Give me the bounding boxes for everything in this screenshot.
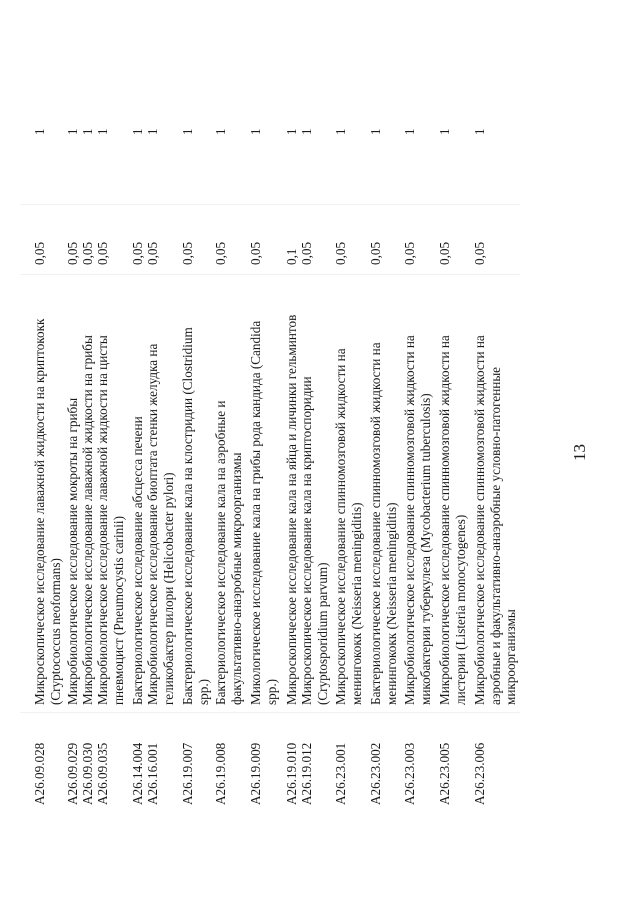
service-code: А26.09.030	[80, 742, 95, 805]
service-name-line: Бактериологическое исследование кала на аэробные и	[213, 400, 228, 705]
multiplicity-value: 1	[368, 128, 383, 135]
multiplicity-value: 1	[284, 128, 299, 135]
multiplicity-value: 1	[402, 128, 417, 135]
service-code: А26.23.006	[472, 742, 487, 805]
service-name-line: Микробиологическое исследование биоптата стенки желудка на	[145, 343, 160, 705]
service-name-line: менингококк (Neisseria meningiditis)	[383, 502, 399, 705]
service-name-line: Микробиологическое исследование спинномозговой жидкости на	[437, 335, 452, 705]
service-name-line: Микроскопическое исследование лаважной жидкости на криптококк	[32, 318, 47, 705]
service-name-line: Микробиологическое исследование спинномозговой жидкости на	[472, 335, 487, 705]
service-name-line: пневмоцист (Pneumocystis carinii)	[110, 516, 126, 705]
service-name	[368, 280, 399, 705]
service-code: А26.19.007	[180, 742, 195, 805]
service-name-line: Бактериологическое исследование спинномозговой жидкости на	[368, 342, 383, 705]
frequency-value: 0,05	[65, 241, 80, 265]
service-name-line: Микроскопическое исследование кала на криптоспоридии	[299, 376, 314, 705]
service-code: А26.19.008	[213, 742, 228, 805]
multiplicity-value: 1	[299, 128, 314, 135]
service-name-line: микобактерии туберкулеза (Mycobacterium tuberculosis)	[417, 393, 433, 705]
service-name-line: аэробные и факультативно-анаэробные условно-патогенные	[487, 366, 503, 705]
multiplicity-value: 1	[180, 128, 195, 135]
service-code: А26.19.009	[248, 742, 263, 805]
multiplicity-value: 1	[95, 128, 110, 135]
frequency-value: 0,05	[368, 241, 383, 265]
service-code: А26.19.010	[284, 742, 299, 805]
service-name	[32, 280, 63, 705]
page-number: 13	[570, 444, 589, 461]
service-name	[333, 280, 364, 705]
service-name	[213, 280, 244, 705]
service-name	[248, 280, 279, 705]
service-code: А26.09.028	[32, 742, 47, 805]
service-name-line: геликобактер пилори (Helicobacter pylori)	[160, 472, 176, 705]
service-code: А26.09.035	[95, 742, 110, 805]
service-code: А26.23.002	[368, 742, 383, 805]
service-name-line: Микроскопическое исследование спинномозговой жидкости на	[333, 348, 348, 705]
rule-right	[20, 204, 520, 205]
multiplicity-value: 1	[333, 128, 348, 135]
frequency-value: 0,05	[130, 241, 145, 265]
service-name-line: Микробиологическое исследование лаважной жидкости на цисты	[95, 335, 110, 705]
service-code: А26.19.012	[299, 742, 314, 805]
rule-left	[20, 712, 520, 713]
service-name-line: листерии (Listeria monocytogenes)	[452, 514, 468, 705]
service-code: А26.09.029	[65, 742, 80, 805]
multiplicity-value: 1	[32, 128, 47, 135]
multiplicity-value: 1	[80, 128, 95, 135]
frequency-value: 0,05	[402, 241, 417, 265]
frequency-value: 0,05	[248, 241, 263, 265]
frequency-value: 0,05	[213, 241, 228, 265]
frequency-value: 0,1	[284, 248, 299, 265]
service-name	[130, 280, 146, 705]
service-name	[65, 280, 81, 705]
multiplicity-value: 1	[437, 128, 452, 135]
multiplicity-value: 1	[248, 128, 263, 135]
frequency-value: 0,05	[472, 241, 487, 265]
service-name-line: Микробиологическое исследование лаважной жидкости на грибы	[80, 335, 95, 705]
frequency-value: 0,05	[299, 241, 314, 265]
service-code: А26.14.004	[130, 742, 145, 805]
service-name-line: микроорганизмы	[503, 609, 518, 705]
service-name	[95, 280, 126, 705]
service-code: А26.23.005	[437, 742, 452, 805]
service-name	[180, 280, 211, 705]
service-name-line: Бактериологическое исследование кала на клостридии (Clostridium	[180, 327, 195, 705]
rule-mid	[20, 274, 520, 275]
service-name-line: Микробиологическое исследование мокроты на грибы	[65, 397, 80, 705]
multiplicity-value: 1	[213, 128, 228, 135]
service-name-line: Микробиологическое исследование спинномозговой жидкости на	[402, 335, 417, 705]
multiplicity-value: 1	[145, 128, 160, 135]
service-name-line: Бактериологическое исследование абсцесса печени	[130, 416, 145, 705]
multiplicity-value: 1	[472, 128, 487, 135]
service-name	[284, 280, 300, 705]
service-name-line: (Cryptococcus neoformans)	[47, 558, 63, 705]
service-code: А26.23.003	[402, 742, 417, 805]
service-name-line: факультативно-анаэробные микроорганизмы	[228, 452, 244, 705]
frequency-value: 0,05	[32, 241, 47, 265]
service-name-line: spp.)	[263, 678, 279, 705]
service-name	[145, 280, 176, 705]
service-name	[437, 280, 468, 705]
service-code: А26.23.001	[333, 742, 348, 805]
frequency-value: 0,05	[437, 241, 452, 265]
multiplicity-value: 1	[65, 128, 80, 135]
service-name	[299, 280, 330, 705]
frequency-value: 0,05	[333, 241, 348, 265]
frequency-value: 0,05	[80, 241, 95, 265]
frequency-value: 0,05	[95, 241, 110, 265]
service-name	[80, 280, 96, 705]
frequency-value: 0,05	[180, 241, 195, 265]
service-name-line: Микологическое исследование кала на грибы рода кандида (Candida	[248, 320, 263, 705]
multiplicity-value: 1	[130, 128, 145, 135]
service-code: А26.16.001	[145, 742, 160, 805]
service-name-line: Микроскопическое исследование кала на яйца и личинки гельминтов	[284, 314, 299, 705]
service-name	[402, 280, 433, 705]
frequency-value: 0,05	[145, 241, 160, 265]
service-name	[472, 280, 519, 705]
service-name-line: spp.)	[195, 678, 211, 705]
service-name-line: (Cryptosporidium parvum)	[314, 562, 330, 705]
service-name-line: менингококк (Neisseria meningiditis)	[348, 502, 364, 705]
